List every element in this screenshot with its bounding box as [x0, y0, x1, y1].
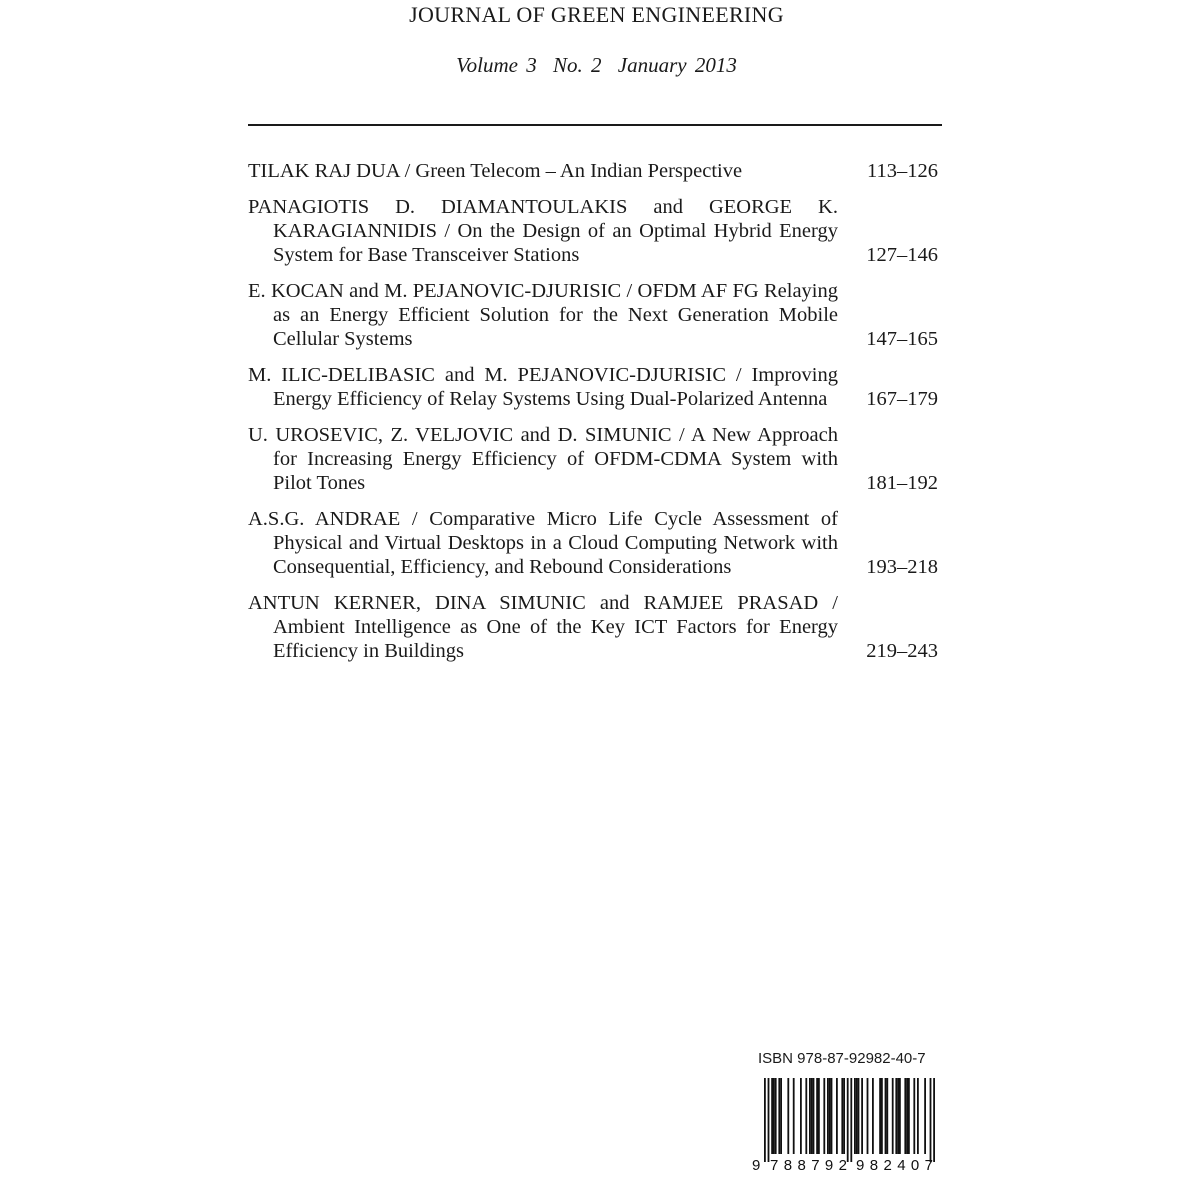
barcode-bar: [861, 1078, 863, 1154]
barcode-bar: [841, 1078, 843, 1154]
barcode-left-digits: 788792: [770, 1157, 848, 1173]
header-rule: [248, 124, 942, 126]
barcode-bar: [773, 1078, 775, 1154]
barcode-bar: [768, 1078, 770, 1162]
toc-entry: [248, 507, 938, 579]
barcode-image: [752, 1078, 947, 1173]
barcode-bar: [816, 1078, 818, 1154]
toc-entry-pages: 113–126: [867, 160, 938, 182]
toc-entry: [248, 423, 938, 495]
toc-entry: [248, 195, 938, 267]
isbn-label: ISBN 978-87-92982-40-7: [758, 1050, 926, 1067]
barcode-bar: [854, 1078, 856, 1154]
toc-entry-title: TILAK RAJ DUA / Green Telecom – An Indian Perspective: [248, 160, 743, 182]
barcode-bar: [897, 1078, 899, 1154]
barcode-bar: [764, 1078, 766, 1162]
barcode-bar: [885, 1078, 887, 1154]
toc-entry-pages: 193–218: [866, 556, 938, 578]
barcode-bar: [823, 1078, 825, 1154]
barcode-bar: [933, 1078, 935, 1162]
barcode-bar: [827, 1078, 829, 1154]
barcode-bar: [813, 1078, 815, 1154]
toc-entry-pages: 127–146: [866, 244, 938, 266]
barcode-bar: [850, 1078, 852, 1162]
barcode-bar: [771, 1078, 773, 1154]
toc-entry: [248, 279, 938, 351]
toc-entry-pages: 181–192: [866, 472, 938, 494]
barcode-bar: [881, 1078, 883, 1154]
toc-entry-title: A.S.G. ANDRAE / Comparative Micro Life Cycle Assessment of Physical and Virtual Desktops in a Cloud Computing Network with Consequential, Efficiency, and Rebound Considerations: [248, 508, 838, 578]
barcode-bar: [831, 1078, 833, 1154]
barcode-right-digits: 982407: [856, 1157, 934, 1173]
barcode-bar: [805, 1078, 807, 1154]
barcode-bar: [778, 1078, 780, 1154]
toc-entry-title: M. ILIC-DELIBASIC and M. PEJANOVIC-DJURISIC / Improving Energy Efficiency of Relay Systems Using Dual-Polarized Antenna: [248, 364, 838, 410]
barcode-bar: [913, 1078, 915, 1154]
issue-number: No. 2: [552, 53, 602, 77]
barcode-leading-digit: 9: [752, 1157, 762, 1173]
barcode-bar: [847, 1078, 849, 1162]
barcode-bar: [787, 1078, 789, 1154]
barcode-bar: [780, 1078, 782, 1154]
barcode-bar: [775, 1078, 777, 1154]
toc-entry: [248, 363, 938, 411]
barcode-bar: [892, 1078, 894, 1154]
barcode-bar: [829, 1078, 831, 1154]
barcode-bar: [872, 1078, 874, 1154]
toc-entry-title: E. KOCAN and M. PEJANOVIC-DJURISIC / OFDM AF FG Relaying as an Energy Efficient Solution for the Next Generation Mobile Cellular Systems: [248, 280, 838, 350]
barcode-bar: [843, 1078, 845, 1154]
barcode-bar: [899, 1078, 901, 1154]
volume-label: Volume 3: [456, 53, 537, 77]
issue-date: January 2013: [617, 53, 737, 77]
barcode-bar: [917, 1078, 919, 1154]
barcode-bar: [856, 1078, 858, 1154]
barcode-bar: [867, 1078, 869, 1154]
barcode-bar: [809, 1078, 811, 1154]
barcode-bar: [908, 1078, 910, 1154]
barcode-bar: [879, 1078, 881, 1154]
barcode-bar: [858, 1078, 860, 1154]
toc-entry: [248, 159, 938, 183]
barcode-bar: [924, 1078, 926, 1154]
toc-entry-pages: 167–179: [866, 388, 938, 410]
toc-entry-title: PANAGIOTIS D. DIAMANTOULAKIS and GEORGE K. KARAGIANNIDIS / On the Design of an Optimal Hybrid Energy System for Base Transceiver Stations: [248, 196, 838, 266]
barcode-bar: [811, 1078, 813, 1154]
toc-entry-pages: 219–243: [866, 640, 938, 662]
barcode-bar: [836, 1078, 838, 1154]
toc-entry-pages: 147–165: [866, 328, 938, 350]
barcode-bar: [895, 1078, 897, 1154]
barcode-bar: [800, 1078, 802, 1154]
barcode-bar: [793, 1078, 795, 1154]
barcode-bar: [886, 1078, 888, 1154]
journal-title: JOURNAL OF GREEN ENGINEERING: [409, 2, 784, 27]
barcode-bar: [906, 1078, 908, 1154]
barcode-bar: [818, 1078, 820, 1154]
barcode-bar: [904, 1078, 906, 1154]
isbn-barcode-block: [752, 1050, 947, 1173]
toc-entry-title: ANTUN KERNER, DINA SIMUNIC and RAMJEE PRASAD / Ambient Intelligence as One of the Key ICT Factors for Energy Efficiency in Buildings: [248, 592, 838, 662]
barcode-bar: [930, 1078, 932, 1162]
toc-entry-title: U. UROSEVIC, Z. VELJOVIC and D. SIMUNIC / A New Approach for Increasing Energy Efficiency of OFDM-CDMA System with Pilot Tones: [248, 424, 838, 494]
issue-line: [0, 52, 1193, 78]
toc-entry: [248, 591, 938, 663]
table-of-contents: [248, 159, 938, 675]
